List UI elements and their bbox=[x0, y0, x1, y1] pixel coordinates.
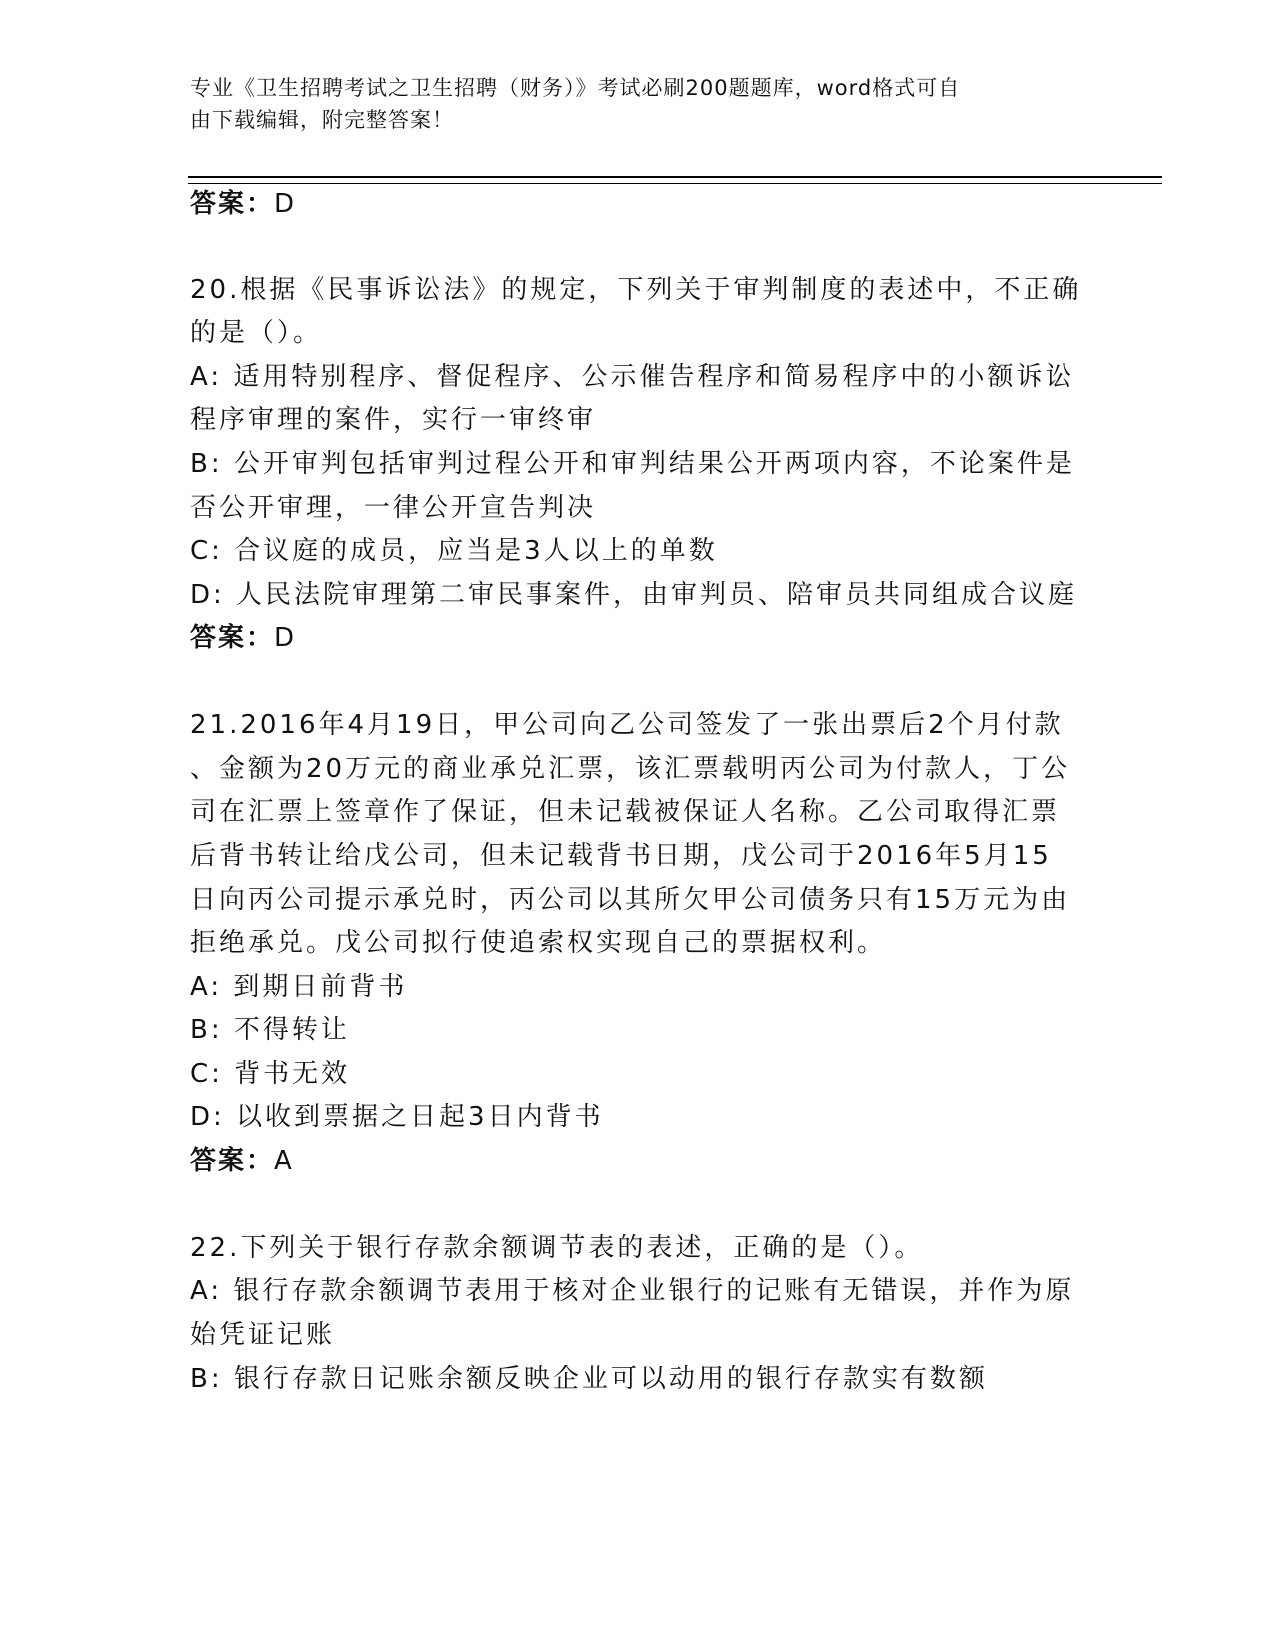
header-rule-thin bbox=[188, 183, 1162, 184]
answer-label: 答案： bbox=[190, 1146, 275, 1176]
answer-top bbox=[190, 186, 296, 222]
q22-option-a-line-2: 始凭证记账 bbox=[190, 1320, 336, 1350]
q21-stem-line-3: 司在汇票上签章作了保证，但未记载被保证人名称。乙公司取得汇票 bbox=[190, 797, 1061, 827]
header-line-1: 专业《卫生招聘考试之卫生招聘（财务）》考试必刷200题题库，word格式可自 bbox=[190, 76, 961, 100]
q21-stem-line-1: 21.2016年4月19日，甲公司向乙公司签发了一张出票后2个月付款 bbox=[190, 710, 1064, 740]
q21-option-b: B: 不得转让 bbox=[190, 1015, 350, 1045]
q21-option-a: A: 到期日前背书 bbox=[190, 972, 408, 1002]
q20-option-c: C: 合议庭的成员，应当是3人以上的单数 bbox=[190, 536, 718, 566]
q21-stem-line-6: 拒绝承兑。戊公司拟行使追索权实现自己的票据权利。 bbox=[190, 928, 887, 958]
q21-option-c: C: 背书无效 bbox=[190, 1059, 351, 1089]
q20-option-d: D: 人民法院审理第二审民事案件，由审判员、陪审员共同组成合议庭 bbox=[190, 580, 1078, 610]
answer-value: D bbox=[274, 623, 297, 653]
q21-answer bbox=[190, 1143, 294, 1179]
q20-option-b-line-2: 否公开审理，一律公开宣告判决 bbox=[190, 493, 597, 523]
answer-label: 答案： bbox=[190, 189, 275, 219]
answer-label: 答案： bbox=[190, 623, 275, 653]
q20-option-a-line-2: 程序审理的案件，实行一审终审 bbox=[190, 405, 597, 435]
q21-stem-line-2: 、金额为20万元的商业承兑汇票，该汇票载明丙公司为付款人，丁公 bbox=[190, 754, 1071, 784]
q22-option-b: B: 银行存款日记账余额反映企业可以动用的银行存款实有数额 bbox=[190, 1364, 988, 1394]
q21-stem-line-4: 后背书转让给戊公司，但未记载背书日期，戊公司于2016年5月15 bbox=[190, 841, 1052, 871]
q20-option-b-line-1: B: 公开审判包括审判过程公开和审判结果公开两项内容，不论案件是 bbox=[190, 449, 1075, 479]
q21-stem-line-5: 日向丙公司提示承兑时，丙公司以其所欠甲公司债务只有15万元为由 bbox=[190, 885, 1071, 915]
q20-stem-line-2: 的是（）。 bbox=[190, 318, 323, 348]
answer-value: A bbox=[274, 1146, 294, 1176]
header-line-2: 由下载编辑，附完整答案！ bbox=[190, 108, 454, 132]
answer-value: D bbox=[274, 189, 297, 219]
header-rule-thick bbox=[188, 176, 1162, 178]
q22-option-a-line-1: A: 银行存款余额调节表用于核对企业银行的记账有无错误，并作为原 bbox=[190, 1276, 1075, 1306]
q22-stem-line-1: 22.下列关于银行存款余额调节表的表述，正确的是（）。 bbox=[190, 1233, 924, 1263]
q20-answer bbox=[190, 620, 296, 656]
q21-option-d: D: 以收到票据之日起3日内背书 bbox=[190, 1102, 604, 1132]
q20-stem-line-1: 20.根据《民事诉讼法》的规定，下列关于审判制度的表述中，不正确 bbox=[190, 275, 1082, 305]
q20-option-a-line-1: A: 适用特别程序、督促程序、公示催告程序和简易程序中的小额诉讼 bbox=[190, 362, 1075, 392]
document-header bbox=[190, 72, 1070, 136]
